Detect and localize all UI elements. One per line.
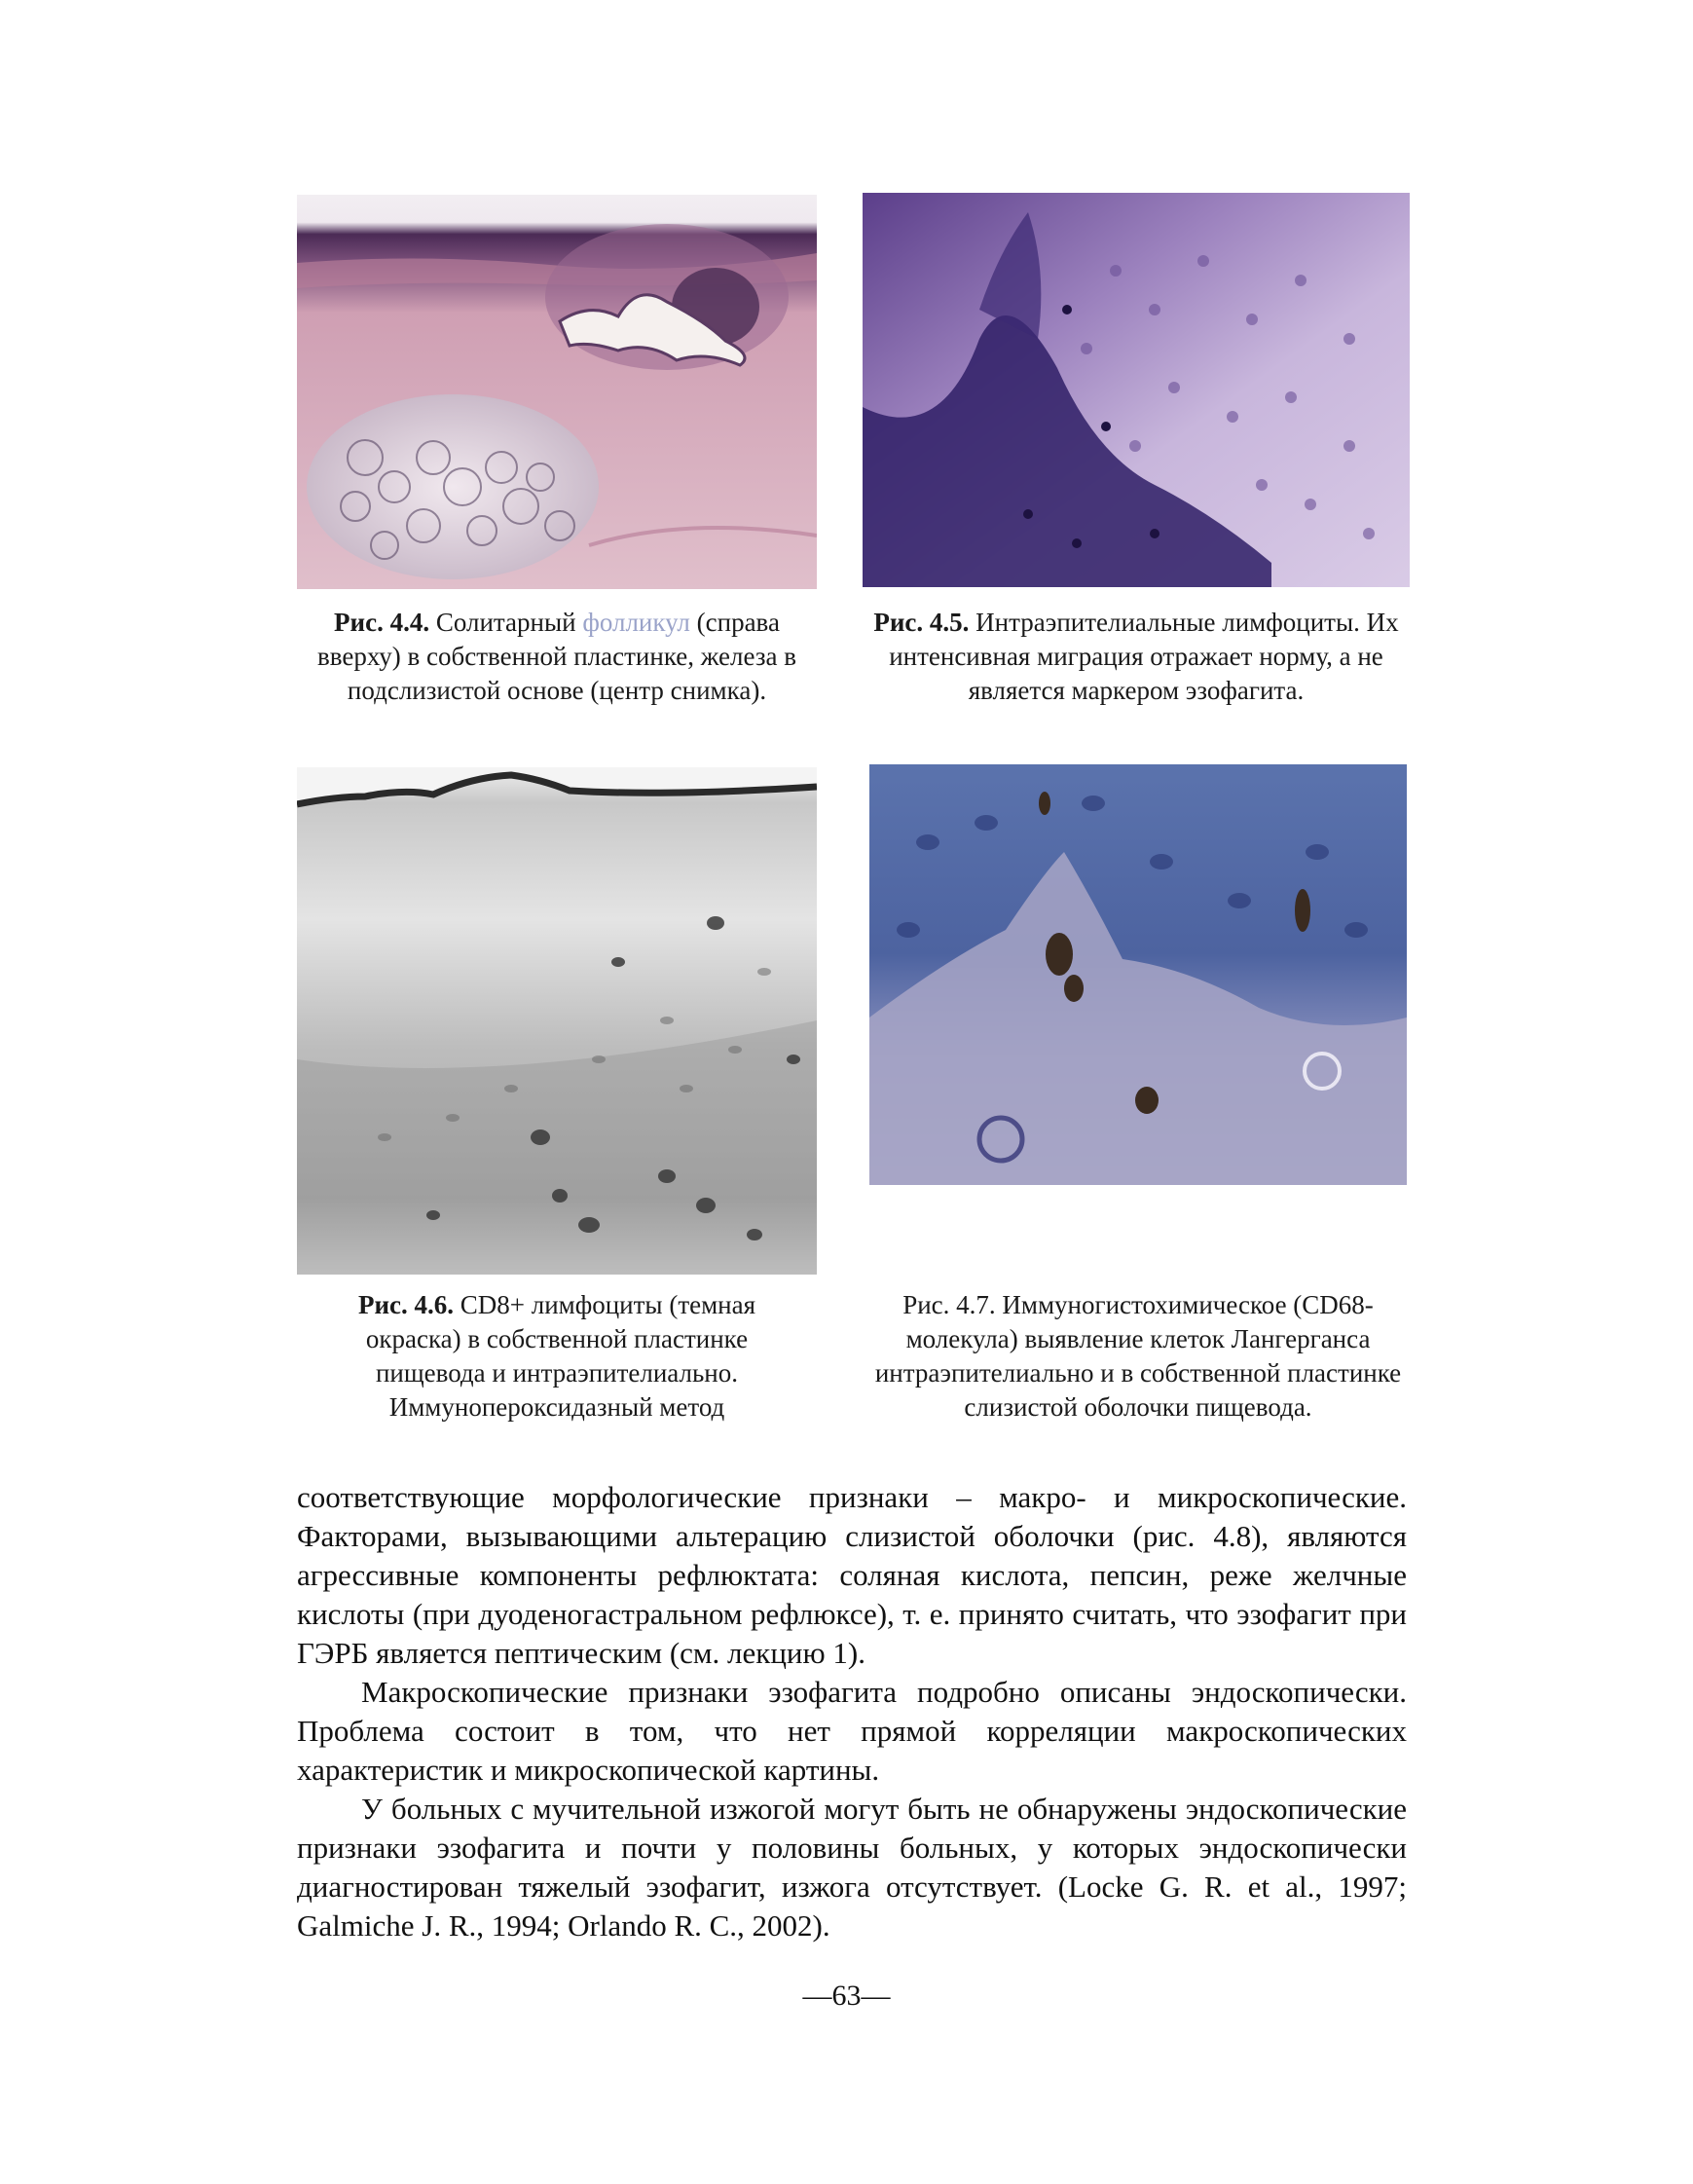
- figure-label: Рис. 4.7.: [902, 1290, 996, 1319]
- figure-4-7-caption: Рис. 4.7. Иммуногистохимическое (CD68-молекула) выявление клеток Лангерганса интраэпителиально и в собственной пластинке слизистой оболочки пищевода.: [874, 1290, 1402, 1422]
- figure-label: Рис. 4.5.: [873, 608, 970, 637]
- figure-4-7-image: [869, 764, 1407, 1185]
- figure-4-4-image: [297, 195, 817, 589]
- body-text: [297, 1478, 1407, 1945]
- paragraph: Макроскопические признаки эзофагита подробно описаны эндоскопически. Проблема состоит в том, что нет прямой корреляции макроскопических характеристик и микроскопической картины.: [297, 1675, 1407, 1787]
- figure-4-5-image: [863, 193, 1410, 587]
- figure-label: Рис. 4.6.: [357, 1290, 454, 1319]
- figure-4-5-caption: Рис. 4.5. Интраэпителиальные лимфоциты. Их интенсивная миграция отражает норму, а не является маркером эзофагита.: [873, 608, 1399, 705]
- paragraph: У больных с мучительной изжогой могут быть не обнаружены эндоскопические признаки эзофагита и почти у половины больных, у которых эндоскопически диагностирован тяжелый эзофагит, изжога отсутствует. (Locke G. R. et al., 1997; Galmiche J. R., 1994; Orlando R. C., 2002).: [297, 1792, 1407, 1943]
- figure-label: Рис. 4.4.: [334, 608, 430, 637]
- paragraph: соответствующие морфологические признаки – макро- и микроскопические. Факторами, вызывающими альтерацию слизистой оболочки (рис. 4.8), являются агрессивные компоненты рефлюктата: соляная кислота, пепсин, реже желчные кислоты (при дуоденогастральном рефлюксе), т. е. принято считать, что эзофагит при ГЭРБ является пептическим (см. лекцию 1).: [297, 1480, 1407, 1670]
- page-number: —63—: [802, 1980, 891, 2012]
- figure-4-6-image: [297, 767, 817, 1275]
- figure-4-4-caption: Рис. 4.4. Солитарный фолликул (справа вверху) в собственной пластинке, железа в подслизистой основе (центр снимка).: [317, 608, 796, 705]
- figure-4-6-caption: Рис. 4.6. CD8+ лимфоциты (темная окраска) в собственной пластинке пищевода и интраэпителиально. Иммунопероксидазный метод: [357, 1290, 756, 1422]
